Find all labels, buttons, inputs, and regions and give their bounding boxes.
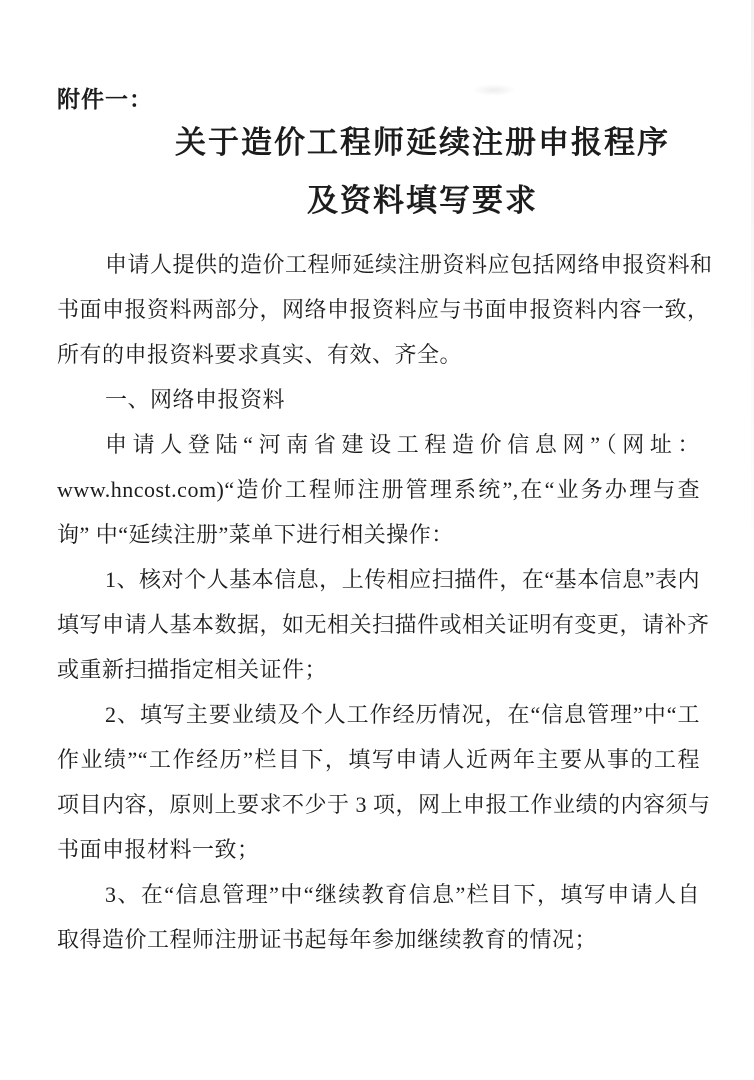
document-line: 作业绩”“工作经历”栏目下，填写申请人近两年主要从事的工程 bbox=[57, 747, 700, 772]
document-line: 取得造价工程师注册证书起每年参加继续教育的情况； bbox=[57, 927, 598, 952]
list-item-2-work-achievements bbox=[57, 692, 711, 872]
document-line: 询” 中“延续注册”菜单下进行相关操作： bbox=[57, 522, 454, 547]
document-title-line-2: 及资料填写要求 bbox=[307, 183, 538, 218]
document-title bbox=[101, 114, 744, 230]
document-body bbox=[57, 242, 713, 962]
document-line: 填写申请人基本数据，如无相关扫描件或相关证明有变更，请补齐 bbox=[57, 612, 710, 637]
document-line: 申请人提供的造价工程师延续注册资料应包括网络申报资料和 bbox=[105, 252, 713, 277]
document-line: 所有的申报资料要求真实、有效、齐全。 bbox=[57, 342, 463, 367]
list-item-1-basic-info bbox=[57, 557, 710, 692]
document-line: 3、在“信息管理”中“继续教育信息”栏目下，填写申请人自 bbox=[105, 882, 700, 907]
section-heading-network-materials bbox=[57, 377, 700, 422]
document-title-line-1: 关于造价工程师延续注册申报程序 bbox=[175, 125, 670, 160]
list-item-3-continuing-education bbox=[57, 872, 700, 962]
document-line: 项目内容，原则上要求不少于 3 项，网上申报工作业绩的内容须与 bbox=[57, 792, 711, 817]
attachment-label: 附件一： bbox=[57, 86, 153, 112]
section-heading-line: 一、网络申报资料 bbox=[105, 387, 286, 412]
document-line-with-url: www.hncost.com)“造价工程师注册管理系统”,在“业务办理与查 bbox=[57, 477, 700, 502]
document-line: 书面申报材料一致； bbox=[57, 837, 260, 862]
paragraph-login-instructions bbox=[57, 422, 700, 557]
document-line: 1、核对个人基本信息，上传相应扫描件，在“基本信息”表内 bbox=[105, 567, 700, 592]
document-line: 2、填写主要业绩及个人工作经历情况，在“信息管理”中“工 bbox=[105, 702, 700, 727]
paragraph-intro bbox=[57, 242, 713, 377]
document-line: 申请人登陆“河南省建设工程造价信息网”（网址： bbox=[105, 432, 700, 457]
document-line: 或重新扫描指定相关证件； bbox=[57, 657, 328, 682]
document-line: 书面申报资料两部分，网络申报资料应与书面申报资料内容一致， bbox=[57, 297, 710, 322]
